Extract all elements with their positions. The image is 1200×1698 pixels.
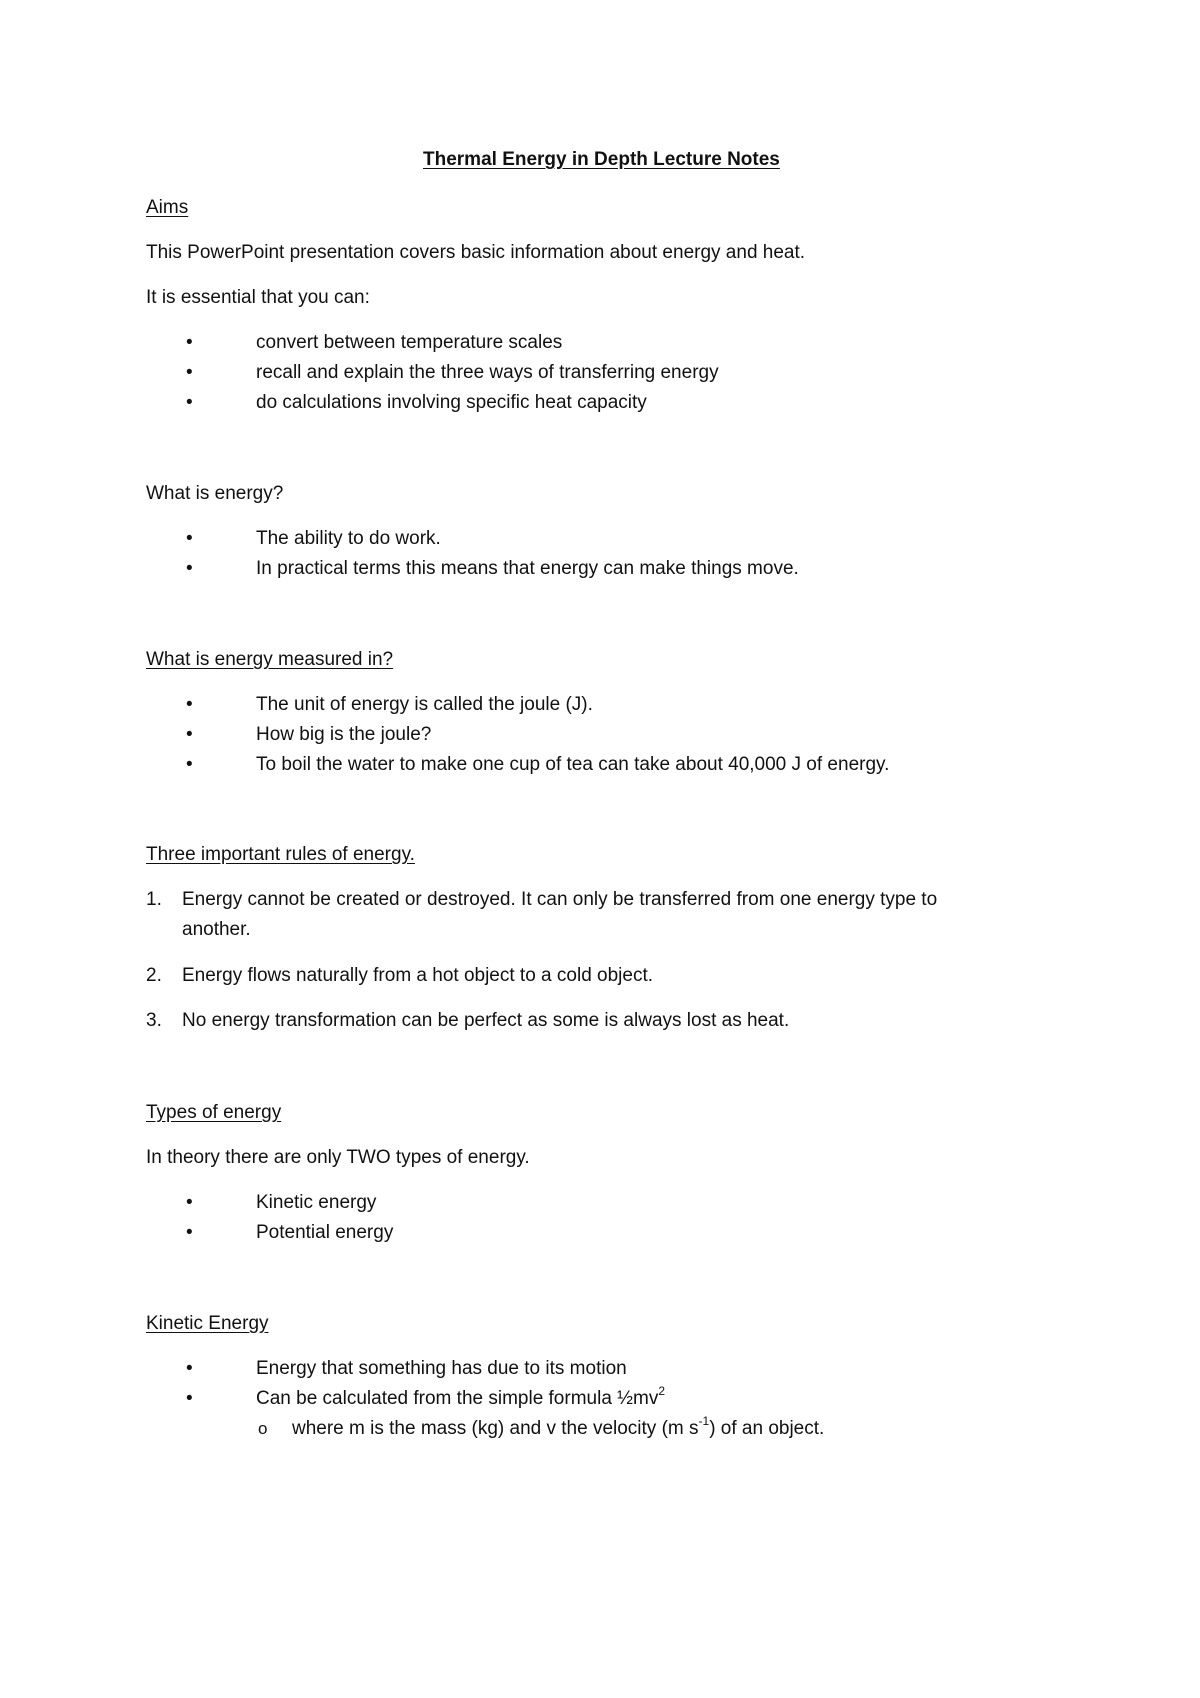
rule-3-text: No energy transformation can be perfect as some is always lost as heat.: [182, 1010, 790, 1031]
bullet-marker: •: [186, 1388, 193, 1409]
measured-bullet-3: To boil the water to make one cup of tea can take about 40,000 J of energy.: [256, 754, 890, 775]
rule-number-1: 1.: [146, 889, 162, 910]
kinetic-formula-text: Can be calculated from the simple formula ½mv: [256, 1388, 659, 1409]
bullet-marker: •: [186, 1222, 193, 1243]
rule-1-line-1: Energy cannot be created or destroyed. It can only be transferred from one energy type to: [182, 889, 938, 910]
kinetic-sub-text-a: where m is the mass (kg) and v the velocity (m s: [292, 1418, 699, 1439]
measured-in-heading: What is energy measured in?: [146, 649, 394, 670]
rules-heading: Three important rules of energy.: [146, 844, 415, 865]
document-title: Thermal Energy in Depth Lecture Notes: [423, 149, 780, 170]
aims-bullet-1: convert between temperature scales: [256, 332, 563, 353]
bullet-marker: •: [186, 1192, 193, 1213]
bullet-marker: •: [186, 332, 193, 353]
aims-bullet-2: recall and explain the three ways of transferring energy: [256, 362, 719, 383]
rule-1-line-2: another.: [182, 919, 251, 940]
types-intro: In theory there are only TWO types of energy.: [146, 1147, 530, 1168]
kinetic-formula-exponent: 2: [658, 1383, 666, 1398]
kinetic-sub-text-b: ) of an object.: [709, 1418, 825, 1439]
energy-bullet-2: In practical terms this means that energy can make things move.: [256, 558, 799, 579]
measured-bullet-1: The unit of energy is called the joule (J).: [256, 694, 593, 715]
kinetic-heading: Kinetic Energy: [146, 1313, 269, 1334]
kinetic-bullet-2: [256, 1383, 666, 1411]
bullet-marker: •: [186, 1358, 193, 1379]
types-heading: Types of energy: [146, 1102, 282, 1123]
energy-bullet-1: The ability to do work.: [256, 528, 441, 549]
what-is-energy-heading: What is energy?: [146, 483, 284, 504]
kinetic-sub-bullet: [292, 1413, 825, 1441]
rule-number-3: 3.: [146, 1010, 162, 1031]
aims-intro: This PowerPoint presentation covers basic information about energy and heat.: [146, 242, 806, 263]
bullet-marker: •: [186, 362, 193, 383]
bullet-marker: •: [186, 528, 193, 549]
aims-bullet-3: do calculations involving specific heat capacity: [256, 392, 647, 413]
bullet-marker: •: [186, 558, 193, 579]
types-bullet-2: Potential energy: [256, 1222, 394, 1243]
bullet-marker: •: [186, 392, 193, 413]
aims-lead: It is essential that you can:: [146, 287, 370, 308]
types-bullet-1: Kinetic energy: [256, 1192, 377, 1213]
aims-heading: Aims: [146, 197, 189, 218]
bullet-marker: •: [186, 724, 193, 745]
bullet-marker: •: [186, 694, 193, 715]
rule-number-2: 2.: [146, 965, 162, 986]
rule-2-text: Energy flows naturally from a hot object to a cold object.: [182, 965, 654, 986]
kinetic-bullet-1: Energy that something has due to its motion: [256, 1358, 627, 1379]
sub-bullet-marker: o: [258, 1419, 268, 1438]
kinetic-sub-exponent: -1: [698, 1413, 710, 1428]
bullet-marker: •: [186, 754, 193, 775]
measured-bullet-2: How big is the joule?: [256, 724, 432, 745]
